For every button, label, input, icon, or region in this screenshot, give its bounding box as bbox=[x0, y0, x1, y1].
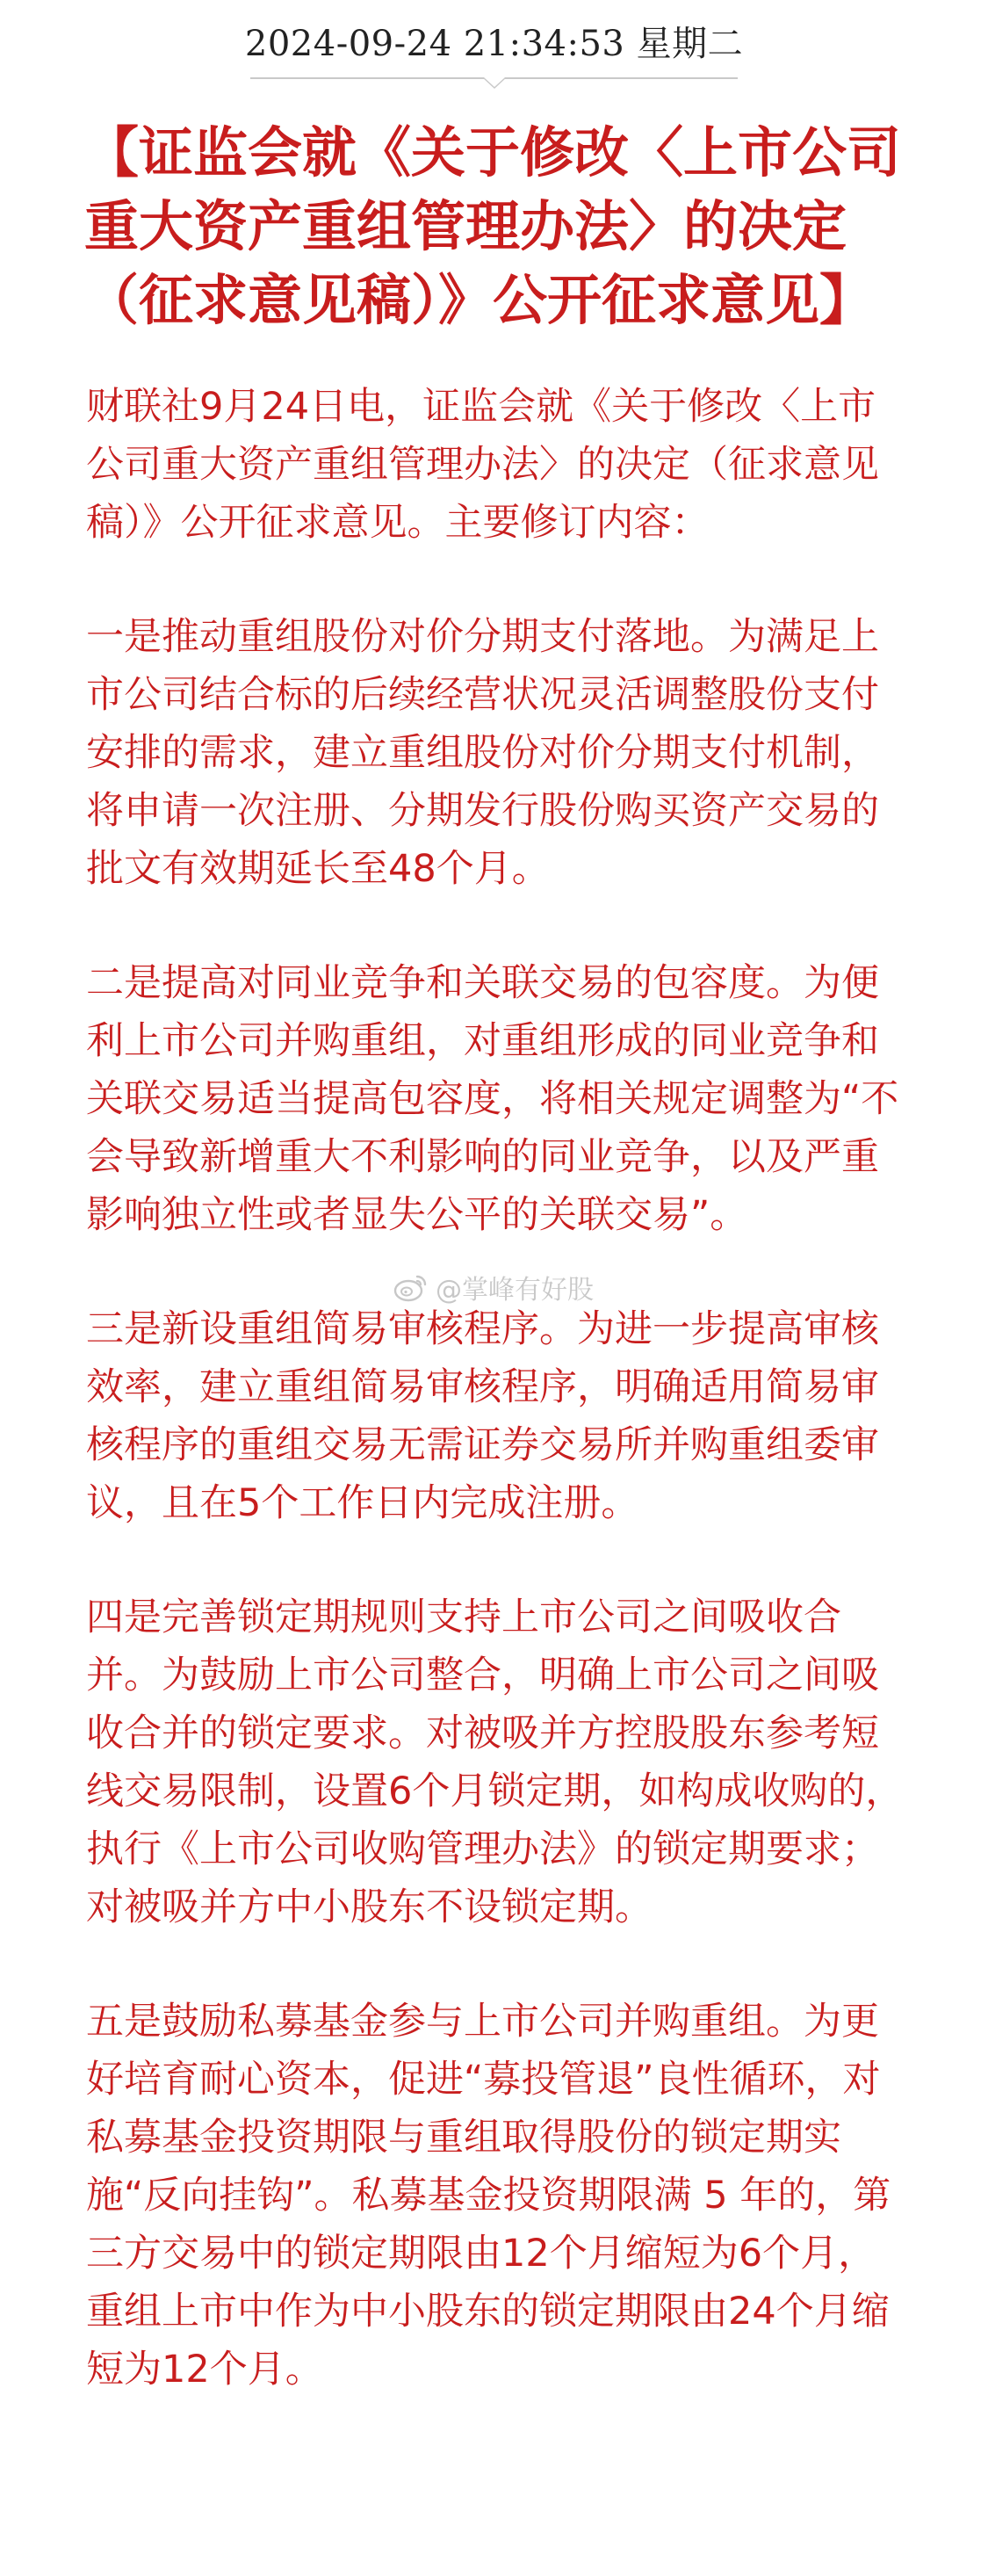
publish-datetime: 2024-09-24 21:34:53 星期二 bbox=[244, 24, 744, 64]
watermark bbox=[393, 1268, 594, 1306]
paragraph-point-3: 三是新设重组简易审核程序。为进一步提高审核效率，建立重组简易审核程序，明确适用简易审核程序的重组交易无需证券交易所并购重组委审议，且在5个工作日内完成注册。 bbox=[86, 1307, 879, 1525]
watermark-text: @掌峰有好股 bbox=[436, 1275, 594, 1306]
article-title: 【证监会就《关于修改〈上市公司重大资产重组管理办法〉的决定（征求意见稿）》公开征求意见】 bbox=[84, 120, 902, 332]
paragraph-point-2: 二是提高对同业竞争和关联交易的包容度。为便利上市公司并购重组，对重组形成的同业竞争和关联交易适当提高包容度，将相关规定调整为“不会导致新增重大不利影响的同业竞争，以及严重影响独立性或者显失公平的关联交易”。 bbox=[86, 961, 899, 1237]
paragraph-point-5: 五是鼓励私募基金参与上市公司并购重组。为更好培育耐心资本，促进“募投管退”良性循环，对私募基金投资期限与重组取得股份的锁定期实施“反向挂钩”。私募基金投资期限满 5 年的，第三方交易中的锁定期限由12个月缩短为6个月，重组上市中作为中小股东的锁定期限由24个月缩短为12个月。 bbox=[86, 2000, 891, 2391]
weibo-icon bbox=[393, 1271, 429, 1303]
paragraph-point-1: 一是推动重组股份对价分期支付落地。为满足上市公司结合标的后续经营状况灵活调整股份支付安排的需求，建立重组股份对价分期支付机制，将申请一次注册、分期发行股份购买资产交易的批文有效期延长至48个月。 bbox=[86, 615, 879, 891]
paragraph-intro: 财联社9月24日电，证监会就《关于修改〈上市公司重大资产重组管理办法〉的决定（征求意见稿）》公开征求意见。主要修订内容： bbox=[86, 385, 879, 545]
date-header bbox=[0, 0, 988, 88]
article-body bbox=[86, 378, 912, 2455]
paragraph-point-4: 四是完善锁定期规则支持上市公司之间吸收合并。为鼓励上市公司整合，明确上市公司之间吸收合并的锁定要求。对被吸并方控股股东参考短线交易限制，设置6个月锁定期，如构成收购的，执行《上市公司收购管理办法》的锁定期要求；对被吸并方中小股东不设锁定期。 bbox=[86, 1596, 904, 1929]
